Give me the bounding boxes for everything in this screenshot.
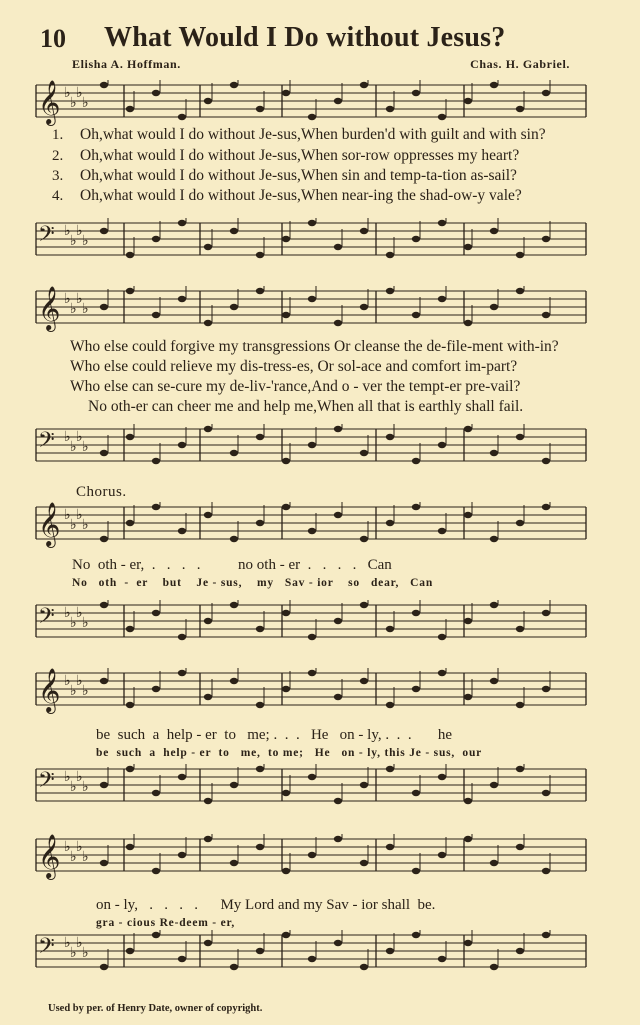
note-head — [464, 694, 472, 700]
note-head — [178, 442, 186, 448]
note-head — [204, 320, 212, 326]
note-head — [334, 98, 342, 104]
chorus-lyric: be such a help - er to me, to me; He on - ly, this Je - sus, our — [96, 747, 483, 759]
note-head — [308, 774, 316, 780]
flat-icon: ♭ — [64, 606, 71, 621]
note-head — [152, 90, 160, 96]
note-head — [516, 106, 524, 112]
flat-icon: ♭ — [76, 674, 83, 689]
chorus-lyric: on - ly, . . . . My Lord and my Sav - ior shall be. — [96, 897, 436, 913]
note-head — [464, 798, 472, 804]
note-head — [386, 252, 394, 258]
chorus-lyric: No oth - er but Je - sus, my Sav - ior so dear, Can — [72, 577, 434, 589]
author-credit: Elisha A. Hoffman. — [72, 57, 181, 71]
note-head — [282, 458, 290, 464]
note-head — [256, 106, 264, 112]
note-head — [412, 932, 420, 938]
note-head — [282, 610, 290, 616]
note-head — [412, 90, 420, 96]
note-head — [256, 434, 264, 440]
flat-icon: ♭ — [70, 616, 77, 631]
flat-icon: ♭ — [76, 430, 83, 445]
flat-icon: ♭ — [70, 302, 77, 317]
note-head — [230, 82, 238, 88]
note-head — [490, 860, 498, 866]
note-head — [152, 932, 160, 938]
note-head — [204, 618, 212, 624]
verse-lyric: Oh,what would I do without Je-sus,When near-ing the shad-ow-y vale? — [80, 187, 522, 204]
flat-icon: ♭ — [70, 96, 77, 111]
note-head — [126, 288, 134, 294]
note-head — [386, 106, 394, 112]
note-head — [256, 766, 264, 772]
note-head — [490, 602, 498, 608]
note-head — [178, 956, 186, 962]
note-head — [282, 236, 290, 242]
note-head — [490, 678, 498, 684]
note-head — [412, 868, 420, 874]
flat-icon: ♭ — [82, 518, 89, 533]
note-head — [412, 312, 420, 318]
note-head — [360, 860, 368, 866]
note-head — [152, 868, 160, 874]
note-head — [152, 458, 160, 464]
bass-clef-icon: 𝄢 — [38, 934, 55, 964]
flat-icon: ♭ — [76, 840, 83, 855]
note-head — [542, 90, 550, 96]
verse-lyric: Who else could forgive my transgressions Or cleanse the de-file-ment with-in? — [70, 338, 559, 355]
note-head — [360, 678, 368, 684]
note-head — [152, 790, 160, 796]
note-head — [490, 450, 498, 456]
note-head — [516, 520, 524, 526]
note-head — [438, 956, 446, 962]
flat-icon: ♭ — [76, 292, 83, 307]
chorus-label: Chorus. — [76, 484, 127, 500]
note-head — [412, 504, 420, 510]
treble-clef-icon: 𝄞 — [38, 286, 61, 330]
note-head — [204, 836, 212, 842]
note-head — [490, 82, 498, 88]
note-head — [542, 236, 550, 242]
note-head — [100, 536, 108, 542]
note-head — [100, 602, 108, 608]
note-head — [308, 220, 316, 226]
note-head — [516, 948, 524, 954]
flat-icon: ♭ — [70, 946, 77, 961]
note-head — [412, 790, 420, 796]
flat-icon: ♭ — [82, 684, 89, 699]
flat-icon: ♭ — [76, 770, 83, 785]
flat-icon: ♭ — [70, 440, 77, 455]
note-head — [412, 610, 420, 616]
flat-icon: ♭ — [82, 616, 89, 631]
note-head — [334, 798, 342, 804]
note-head — [438, 670, 446, 676]
note-head — [360, 228, 368, 234]
note-head — [308, 442, 316, 448]
flat-icon: ♭ — [64, 674, 71, 689]
note-head — [178, 670, 186, 676]
note-head — [360, 602, 368, 608]
note-head — [386, 766, 394, 772]
note-head — [334, 244, 342, 250]
treble-staff-3 — [0, 502, 640, 552]
flat-icon: ♭ — [76, 936, 83, 951]
treble-staff-2 — [0, 286, 640, 336]
treble-clef-icon: 𝄞 — [38, 80, 61, 124]
flat-icon: ♭ — [64, 292, 71, 307]
note-head — [490, 228, 498, 234]
note-head — [360, 782, 368, 788]
note-head — [464, 940, 472, 946]
note-head — [204, 426, 212, 432]
note-head — [464, 320, 472, 326]
note-head — [386, 520, 394, 526]
treble-staff-5 — [0, 834, 640, 884]
verse-lyric: Who else could relieve my dis-tress-es, Or sol-ace and comfort im-part? — [70, 358, 518, 375]
note-head — [438, 852, 446, 858]
note-head — [516, 844, 524, 850]
note-head — [438, 774, 446, 780]
note-head — [100, 82, 108, 88]
note-head — [100, 450, 108, 456]
note-head — [230, 450, 238, 456]
note-head — [256, 844, 264, 850]
note-head — [464, 618, 472, 624]
note-head — [152, 504, 160, 510]
note-head — [438, 220, 446, 226]
flat-icon: ♭ — [76, 86, 83, 101]
note-head — [204, 940, 212, 946]
note-head — [438, 634, 446, 640]
note-head — [100, 228, 108, 234]
note-head — [100, 964, 108, 970]
flat-icon: ♭ — [82, 302, 89, 317]
note-head — [490, 964, 498, 970]
note-head — [516, 766, 524, 772]
treble-clef-icon: 𝄞 — [38, 668, 61, 712]
treble-clef-icon: 𝄞 — [38, 834, 61, 878]
flat-icon: ♭ — [64, 770, 71, 785]
flat-icon: ♭ — [76, 508, 83, 523]
flat-icon: ♭ — [70, 684, 77, 699]
note-head — [152, 236, 160, 242]
bass-staff-5 — [0, 930, 640, 980]
note-head — [178, 220, 186, 226]
note-head — [334, 512, 342, 518]
note-head — [490, 304, 498, 310]
note-head — [542, 932, 550, 938]
note-head — [438, 296, 446, 302]
treble-staff-1 — [0, 80, 640, 130]
flat-icon: ♭ — [82, 946, 89, 961]
chorus-lyric: No oth - er, . . . . no oth - er . . . . Can — [72, 557, 392, 573]
composer-credit: Chas. H. Gabriel. — [470, 57, 570, 71]
note-head — [412, 686, 420, 692]
note-head — [204, 798, 212, 804]
note-head — [360, 536, 368, 542]
flat-icon: ♭ — [82, 440, 89, 455]
note-head — [308, 670, 316, 676]
note-head — [152, 686, 160, 692]
note-head — [464, 512, 472, 518]
note-head — [334, 940, 342, 946]
flat-icon: ♭ — [64, 936, 71, 951]
flat-icon: ♭ — [64, 508, 71, 523]
note-head — [230, 860, 238, 866]
note-head — [386, 434, 394, 440]
chorus-lyric: be such a help - er to me; . . . He on - ly, . . . he — [96, 727, 453, 743]
note-head — [126, 520, 134, 526]
note-head — [256, 288, 264, 294]
flat-icon: ♭ — [64, 430, 71, 445]
note-head — [282, 932, 290, 938]
bass-clef-icon: 𝄢 — [38, 768, 55, 798]
note-head — [464, 836, 472, 842]
note-head — [204, 98, 212, 104]
note-head — [412, 458, 420, 464]
treble-clef-icon: 𝄞 — [38, 502, 61, 546]
note-head — [334, 618, 342, 624]
note-head — [386, 288, 394, 294]
flat-icon: ♭ — [64, 224, 71, 239]
hymn-title: What Would I Do without Jesus? — [104, 22, 506, 53]
note-head — [100, 678, 108, 684]
note-head — [516, 434, 524, 440]
note-head — [282, 90, 290, 96]
flat-icon: ♭ — [76, 606, 83, 621]
note-head — [230, 304, 238, 310]
note-head — [308, 956, 316, 962]
note-head — [542, 610, 550, 616]
note-head — [360, 304, 368, 310]
note-head — [230, 536, 238, 542]
note-head — [256, 702, 264, 708]
note-head — [282, 868, 290, 874]
note-head — [386, 626, 394, 632]
bass-clef-icon: 𝄢 — [38, 428, 55, 458]
note-head — [542, 312, 550, 318]
flat-icon: ♭ — [64, 840, 71, 855]
note-head — [178, 528, 186, 534]
note-head — [542, 686, 550, 692]
note-head — [230, 964, 238, 970]
copyright-note: Used by per. of Henry Date, owner of copyright. — [48, 1003, 263, 1014]
note-head — [334, 320, 342, 326]
note-head — [360, 450, 368, 456]
note-head — [204, 512, 212, 518]
note-head — [334, 426, 342, 432]
note-head — [308, 852, 316, 858]
note-head — [204, 694, 212, 700]
note-head — [204, 244, 212, 250]
note-head — [126, 844, 134, 850]
note-head — [464, 426, 472, 432]
note-head — [126, 766, 134, 772]
verse-number: 3. — [52, 168, 64, 184]
treble-staff-4 — [0, 668, 640, 718]
note-head — [542, 868, 550, 874]
flat-icon: ♭ — [82, 234, 89, 249]
verse-lyric: No oth-er can cheer me and help me,When all that is earthly shall fail. — [88, 398, 524, 415]
note-head — [438, 442, 446, 448]
note-head — [100, 304, 108, 310]
verse-number: 1. — [52, 127, 64, 143]
note-head — [464, 98, 472, 104]
note-head — [282, 504, 290, 510]
note-head — [386, 702, 394, 708]
note-head — [230, 782, 238, 788]
note-head — [126, 626, 134, 632]
verse-number: 2. — [52, 148, 64, 164]
note-head — [542, 458, 550, 464]
note-head — [334, 836, 342, 842]
note-head — [178, 634, 186, 640]
note-head — [516, 702, 524, 708]
bass-staff-2 — [0, 424, 640, 474]
note-head — [230, 602, 238, 608]
note-head — [334, 694, 342, 700]
note-head — [542, 790, 550, 796]
note-head — [178, 114, 186, 120]
note-head — [126, 702, 134, 708]
note-head — [386, 844, 394, 850]
note-head — [438, 114, 446, 120]
note-head — [282, 686, 290, 692]
note-head — [178, 852, 186, 858]
note-head — [256, 252, 264, 258]
note-head — [386, 948, 394, 954]
flat-icon: ♭ — [82, 780, 89, 795]
flat-icon: ♭ — [76, 224, 83, 239]
bass-clef-icon: 𝄢 — [38, 604, 55, 634]
bass-staff-1 — [0, 218, 640, 268]
note-head — [126, 106, 134, 112]
note-head — [308, 114, 316, 120]
flat-icon: ♭ — [82, 850, 89, 865]
verse-number: 4. — [52, 188, 64, 204]
note-head — [230, 228, 238, 234]
note-head — [516, 288, 524, 294]
flat-icon: ♭ — [70, 850, 77, 865]
verse-lyric: Oh,what would I do without Je-sus,When sin and temp-ta-tion as-sail? — [80, 167, 517, 184]
note-head — [464, 244, 472, 250]
note-head — [100, 782, 108, 788]
bass-clef-icon: 𝄢 — [38, 222, 55, 252]
note-head — [256, 948, 264, 954]
note-head — [490, 782, 498, 788]
flat-icon: ♭ — [70, 234, 77, 249]
verse-lyric: Oh,what would I do without Je-sus,When burden'd with guilt and with sin? — [80, 126, 546, 143]
flat-icon: ♭ — [82, 96, 89, 111]
note-head — [178, 774, 186, 780]
note-head — [256, 520, 264, 526]
note-head — [360, 964, 368, 970]
note-head — [100, 860, 108, 866]
note-head — [126, 434, 134, 440]
note-head — [308, 528, 316, 534]
note-head — [438, 528, 446, 534]
note-head — [126, 948, 134, 954]
verse-lyric: Who else can se-cure my de-liv-'rance,And o - ver the tempt-er pre-vail? — [70, 378, 521, 395]
chorus-lyric: gra - cious Re-deem - er, — [96, 917, 236, 929]
bass-staff-3 — [0, 600, 640, 650]
flat-icon: ♭ — [64, 86, 71, 101]
note-head — [542, 504, 550, 510]
note-head — [126, 252, 134, 258]
note-head — [152, 312, 160, 318]
note-head — [282, 790, 290, 796]
flat-icon: ♭ — [70, 780, 77, 795]
note-head — [308, 296, 316, 302]
note-head — [490, 536, 498, 542]
note-head — [178, 296, 186, 302]
note-head — [152, 610, 160, 616]
note-head — [308, 634, 316, 640]
note-head — [230, 678, 238, 684]
note-head — [412, 236, 420, 242]
note-head — [360, 82, 368, 88]
flat-icon: ♭ — [70, 518, 77, 533]
note-head — [282, 312, 290, 318]
note-head — [256, 626, 264, 632]
bass-staff-4 — [0, 764, 640, 814]
note-head — [516, 252, 524, 258]
note-head — [516, 626, 524, 632]
verse-lyric: Oh,what would I do without Je-sus,When sor-row oppresses my heart? — [80, 147, 520, 164]
page-number: 10 — [40, 24, 66, 53]
